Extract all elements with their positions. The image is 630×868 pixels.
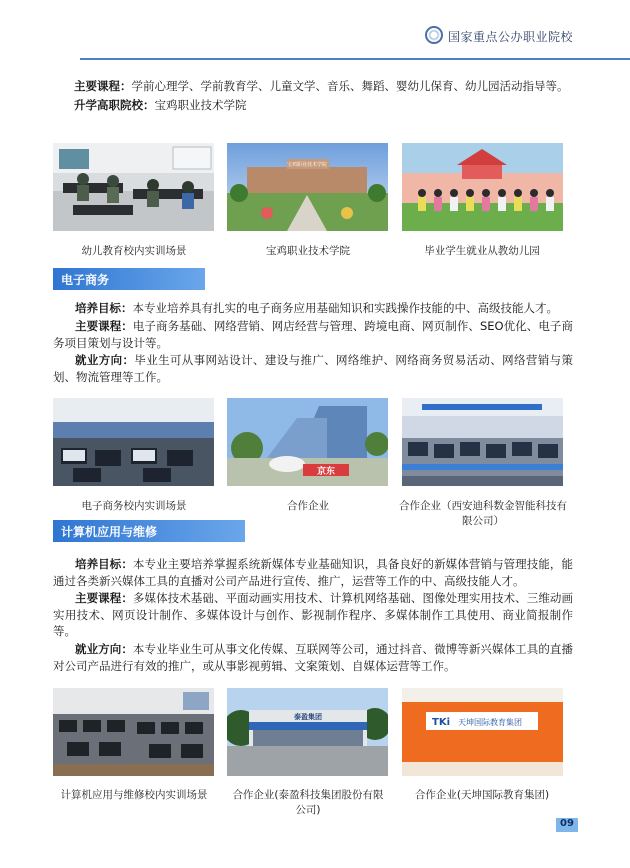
photo-graduates-kindergarten xyxy=(402,143,563,231)
section-title-text: 计算机应用与维修 xyxy=(61,525,158,539)
computer-goal xyxy=(53,556,573,589)
goal-text: 本专业培养具有扎实的电子商务应用基础知识和实践操作技能的中、高级技能人才。 xyxy=(132,301,558,315)
caption-row1-3: 毕业学生就业从教幼儿园 xyxy=(424,245,540,257)
course-label: 主要课程： xyxy=(75,319,133,333)
photo-baoji-college xyxy=(227,143,388,231)
jd-sign-text: 京东 xyxy=(316,467,336,477)
tiankun-logo: TKi xyxy=(432,717,450,728)
caption-row2-2: 合作企业 xyxy=(287,500,329,512)
course-text: 电子商务基础、网络营销、网店经营与管理、跨境电商、网页制作、SEO优化、电子商务项目策划与设计等。 xyxy=(53,319,573,350)
goal-text: 本专业主要培养掌握系统新媒体专业基础知识，具备良好的新媒体营销与管理技能，能通过各类新兴媒体工具的直播对公司产品进行宣传、推广，运营等工作的中、高级技能人才。 xyxy=(53,557,574,588)
photo-tiankun-partner xyxy=(402,688,563,776)
computer-courses xyxy=(53,590,573,640)
college-text: 宝鸡职业技术学院 xyxy=(154,98,247,112)
section-title-ecommerce xyxy=(53,268,205,290)
career-text: 本专业毕业生可从事文化传媒、互联网等公司，通过抖音、微博等新兴媒体工具的直播对公司产品进行有效的推广，或从事影视剪辑、文案策划、自媒体运营等工作。 xyxy=(53,642,574,673)
header-rule xyxy=(80,58,630,60)
ecommerce-courses xyxy=(53,318,573,351)
college-label: 升学高职院校： xyxy=(74,98,155,112)
college-line xyxy=(74,97,247,114)
tiankun-sign-text: 天坤国际教育集团 xyxy=(458,718,522,727)
school-name: 国家重点公办职业院校 xyxy=(448,30,574,44)
goal-label: 培养目标： xyxy=(75,557,133,571)
ecommerce-goal xyxy=(53,300,573,317)
computer-career xyxy=(53,641,573,674)
caption-row2-1: 电子商务校内实训场景 xyxy=(81,500,187,512)
courses-label: 主要课程： xyxy=(74,79,132,93)
section-title-computer xyxy=(53,520,245,542)
photo-jd-partner xyxy=(227,398,388,486)
caption-row3-1: 计算机应用与维修校内实训场景 xyxy=(60,789,208,801)
career-label: 就业方向： xyxy=(75,642,133,656)
college-sign-text: 宝鸡职业技术学院 xyxy=(286,162,328,168)
photo-kindergarten-training xyxy=(53,143,214,231)
courses-text: 学前心理学、学前教育学、儿童文学、音乐、舞蹈、婴幼儿保育、幼儿园活动指导等。 xyxy=(131,79,569,93)
caption-row3-3: 合作企业(天坤国际教育集团) xyxy=(414,789,550,801)
school-emblem-icon xyxy=(425,26,443,44)
page-number: 09 xyxy=(560,818,574,829)
career-text: 毕业生可从事网站设计、建设与推广、网络维护、网络商务贸易活动、网络营销与策划、物流管理等工作。 xyxy=(53,353,574,384)
photo-ecommerce-training xyxy=(53,398,214,486)
section-title-text: 电子商务 xyxy=(61,273,110,287)
photo-computer-training xyxy=(53,688,214,776)
page-header xyxy=(0,0,630,62)
caption-row3-2: 合作企业(泰盈科技集团股份有限公司) xyxy=(232,789,384,816)
course-label: 主要课程： xyxy=(75,591,133,605)
page-number-badge xyxy=(556,818,578,832)
course-text: 多媒体技术基础、平面动画实用技术、计算机网络基础、图像处理实用技术、三维动画实用技术、网页设计制作、多媒体设计与创作、影视制作程序、多媒体制作工具使用、商业简报制作等。 xyxy=(53,591,574,638)
caption-row1-2: 宝鸡职业技术学院 xyxy=(266,245,350,257)
ecommerce-career xyxy=(53,352,573,385)
courses-line xyxy=(74,78,574,95)
caption-row2-3: 合作企业（西安迪科数金智能科技有限公司） xyxy=(399,500,567,527)
photo-dikeshujin-partner xyxy=(402,398,563,486)
caption-row1-1: 幼儿教育校内实训场景 xyxy=(81,245,187,257)
goal-label: 培养目标： xyxy=(75,301,133,315)
taiying-sign-text: 泰盈集团 xyxy=(294,713,322,721)
photo-taiying-partner xyxy=(227,688,388,776)
career-label: 就业方向： xyxy=(75,353,135,367)
